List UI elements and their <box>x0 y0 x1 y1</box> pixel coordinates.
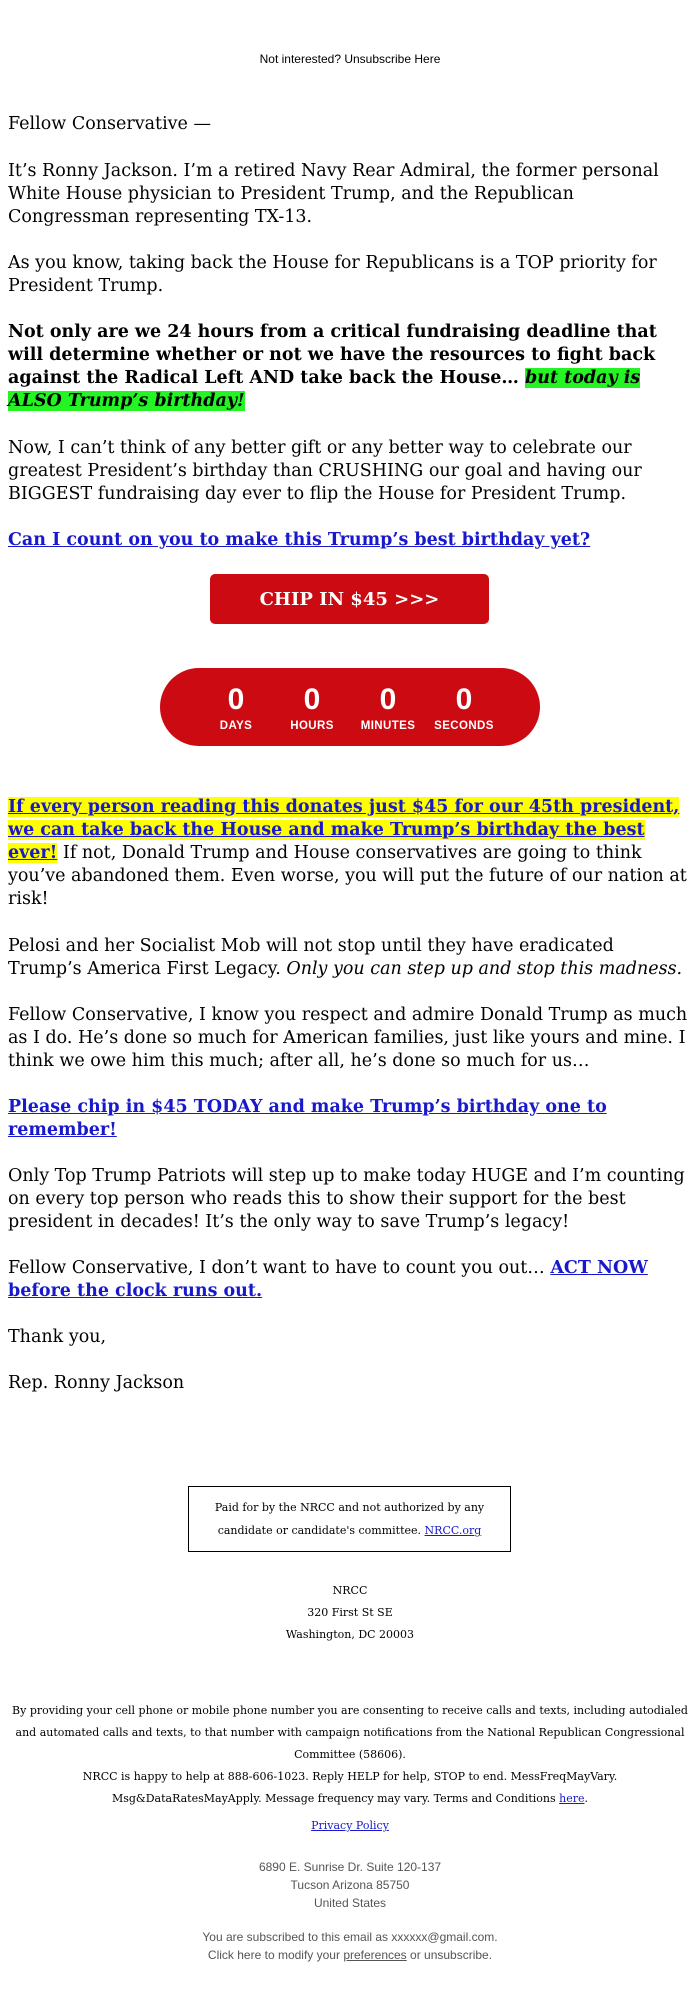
act-now-paragraph <box>8 1257 692 1303</box>
privacy-policy-link[interactable]: Privacy Policy <box>311 1819 389 1832</box>
paid-for-text-wrap <box>197 1496 502 1542</box>
nrcc-address <box>0 1580 700 1646</box>
days-value: 0 <box>227 682 245 716</box>
countdown-timer <box>160 668 540 746</box>
cta-link-1[interactable]: Can I count on you to make this Trump’s best birthday yet? <box>8 530 591 550</box>
birthday-highlight: but today is ALSO Trump’s birthday! <box>8 368 641 411</box>
org-name: NRCC <box>332 1584 368 1597</box>
intro-paragraph: It’s Ronny Jackson. I’m a retired Navy Rear Admiral, the former personal White House physician to President Trump, and the Republican Congressman representing TX-13. <box>8 161 659 227</box>
org-street: 320 First St SE <box>307 1606 393 1619</box>
hours-value: 0 <box>303 682 321 716</box>
pelosi-text: Pelosi and her Socialist Mob will not stop until they have eradicated Trump’s America First Legacy. <box>8 936 614 979</box>
org-city: Washington, DC 20003 <box>285 1628 415 1641</box>
modify-post: or unsubscribe. <box>406 1948 493 1962</box>
deadline-paragraph <box>8 321 692 413</box>
act-now-link[interactable]: ACT NOW before the clock runs out. <box>8 1258 648 1301</box>
unsubscribe-link[interactable]: Not interested? Unsubscribe Here <box>259 52 441 66</box>
address-line-3: United States <box>313 1896 387 1910</box>
priority-paragraph: As you know, taking back the House for Republicans is a TOP priority for President Trump. <box>8 253 657 296</box>
respect-paragraph: Fellow Conservative, I know you respect and admire Donald Trump as much as I do. He’s done so much for American families, just like yours and mine. I think we owe him this much; after all, he’s done so much for us… <box>8 1005 688 1071</box>
help-text <box>8 1766 692 1810</box>
minutes-value: 0 <box>379 682 397 716</box>
modify-preferences-line <box>0 1946 700 1964</box>
pelosi-paragraph <box>8 935 692 981</box>
address-line-1: 6890 E. Sunrise Dr. Suite 120-137 <box>258 1860 442 1874</box>
donate-paragraph <box>8 796 692 911</box>
help-text-body: NRCC is happy to help at 888-606-1023. Reply HELP for help, STOP to end. MessFreqMayVary. Msg&DataRatesMayApply. Message frequency may vary. Terms and Conditions <box>82 1770 618 1805</box>
chip-in-button[interactable]: CHIP IN $45 >>> <box>210 574 489 624</box>
deadline-text: Not only are we 24 hours from a critical fundraising deadline that will determine whether or not we have the resources to fight back against the Radical Left AND take back the House… <box>8 322 657 388</box>
modify-pre: Click here to modify your <box>207 1948 344 1962</box>
closing: Thank you, <box>8 1327 107 1347</box>
donate-paragraph-rest: If not, Donald Trump and House conservatives are going to think you’ve abandoned them. Even worse, you will put the future of our nation at risk! <box>8 843 687 909</box>
help-text-end: . <box>584 1792 589 1805</box>
timer-days <box>198 683 274 732</box>
subscription-info <box>0 1928 700 1964</box>
donate-45-link[interactable]: If every person reading this donates just $45 for our 45th president, we can take back the House and make Trump’s birthday the best ever! <box>8 797 680 863</box>
signature: Rep. Ronny Jackson <box>8 1373 185 1393</box>
act-now-text: Fellow Conservative, I don’t want to have to count you out… <box>8 1258 551 1278</box>
paid-for-text: Paid for by the NRCC and not authorized by any candidate or candidate's committee. <box>214 1501 485 1537</box>
timer-hours <box>274 683 350 732</box>
cta-line-2 <box>8 1096 692 1142</box>
seconds-value: 0 <box>455 682 473 716</box>
paid-for-disclaimer <box>188 1486 511 1552</box>
minutes-label: MINUTES <box>360 719 416 732</box>
timer-minutes <box>350 683 426 732</box>
sms-consent-text: By providing your cell phone or mobile phone number you are consenting to receive calls and texts, including autodialed and automated calls and texts, to that number with campaign notifications from the National Republican Congressional Committee (58606). <box>12 1704 688 1761</box>
nrcc-link[interactable]: NRCC.org <box>424 1524 482 1537</box>
preferences-link[interactable]: preferences <box>343 1948 407 1962</box>
privacy-row <box>8 1815 692 1837</box>
hours-label: HOURS <box>290 719 334 732</box>
cta-link-2[interactable]: Please chip in $45 TODAY and make Trump’s birthday one to remember! <box>8 1097 607 1140</box>
subscribed-email-text: You are subscribed to this email as xxxxxx@gmail.com. <box>202 1930 498 1944</box>
patriots-paragraph: Only Top Trump Patriots will step up to make today HUGE and I’m counting on every top person who reads this to show their support for the best president in decades! It’s the only way to save Trump’s legacy! <box>8 1166 685 1232</box>
greeting: Fellow Conservative — <box>8 114 211 134</box>
pelosi-italic: Only you can step up and stop this madness. <box>286 959 683 979</box>
mailing-address <box>0 1858 700 1912</box>
terms-link[interactable]: here <box>559 1792 585 1805</box>
cta-line-1 <box>8 529 692 552</box>
top-unsubscribe <box>0 52 700 66</box>
gift-paragraph: Now, I can’t think of any better gift or any better way to celebrate our greatest President’s birthday than CRUSHING our goal and having our BIGGEST fundraising day ever to flip the House for President Trump. <box>8 438 642 504</box>
address-line-2: Tucson Arizona 85750 <box>290 1878 410 1892</box>
timer-seconds <box>426 683 502 732</box>
days-label: DAYS <box>219 719 253 732</box>
seconds-label: SECONDS <box>434 719 494 732</box>
